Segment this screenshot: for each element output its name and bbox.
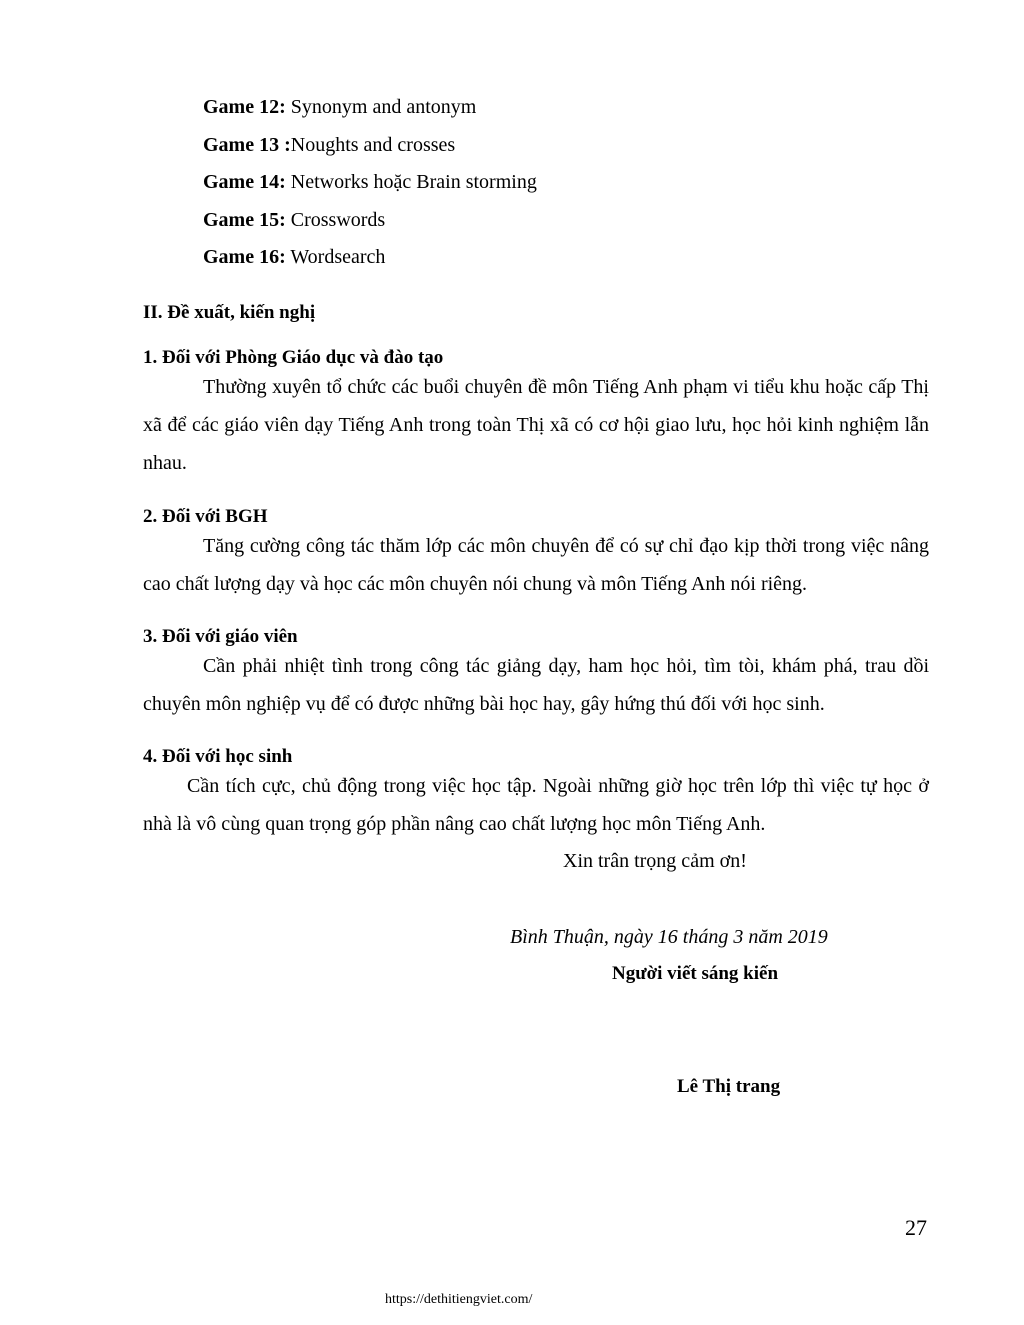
game-label: Game 14: [203,171,286,193]
game-item [203,134,455,157]
game-label: Game 15: [203,209,286,231]
game-text: Networks hoặc Brain storming [285,171,537,193]
writer-title: Người viết sáng kiến [612,963,779,984]
game-item [203,209,385,232]
item-body: Thường xuyên tổ chức các buổi chuyên đề môn Tiếng Anh phạm vi tiểu khu hoặc cấp Thị xã để các giáo viên dạy Tiếng Anh trong toàn Thị xã có cơ hội giao lưu, học hỏi kinh nghiệm lẫn nhau. [143,376,929,474]
section-title: II. Đề xuất, kiến nghị [143,302,316,323]
thanks-text: Xin trân trọng cảm ơn! [563,850,747,872]
game-label: Game 12: [203,96,286,118]
item-heading: 4. Đối với học sinh [143,746,293,767]
game-label: Game 16: [203,246,286,268]
item-heading: 2. Đối với BGH [143,506,268,527]
place-date: Bình Thuận, ngày 16 tháng 3 năm 2019 [510,926,828,948]
item-heading: 1. Đối với Phòng Giáo dục và đào tạo [143,347,444,368]
game-item [203,171,537,194]
item-body: Cần phải nhiệt tình trong công tác giảng dạy, ham học hỏi, tìm tòi, khám phá, trau dồi chuyên môn nghiệp vụ để có được những bài học hay, gây hứng thú đối với học sinh. [143,655,929,715]
game-item [203,246,385,269]
game-item [203,96,476,119]
writer-name: Lê Thị trang [677,1076,781,1097]
game-text: Noughts and crosses [290,134,456,156]
item-heading: 3. Đối với giáo viên [143,626,298,647]
game-text: Synonym and antonym [285,96,477,118]
game-text: Wordsearch [285,246,386,268]
item-body: Tăng cường công tác thăm lớp các môn chuyên để có sự chỉ đạo kịp thời trong việc nâng cao chất lượng dạy và học các môn chuyên nói chung và môn Tiếng Anh nói riêng. [143,535,929,595]
page-number: 27 [905,1215,927,1240]
game-label: Game 13 : [203,134,291,156]
footer-url[interactable]: https://dethitiengviet.com/ [385,1292,533,1307]
item-body: Cần tích cực, chủ động trong việc học tập. Ngoài những giờ học trên lớp thì việc tự học ở nhà là vô cùng quan trọng góp phần nâng cao chất lượng học môn Tiếng Anh. [143,775,929,835]
game-text: Crosswords [285,209,386,231]
